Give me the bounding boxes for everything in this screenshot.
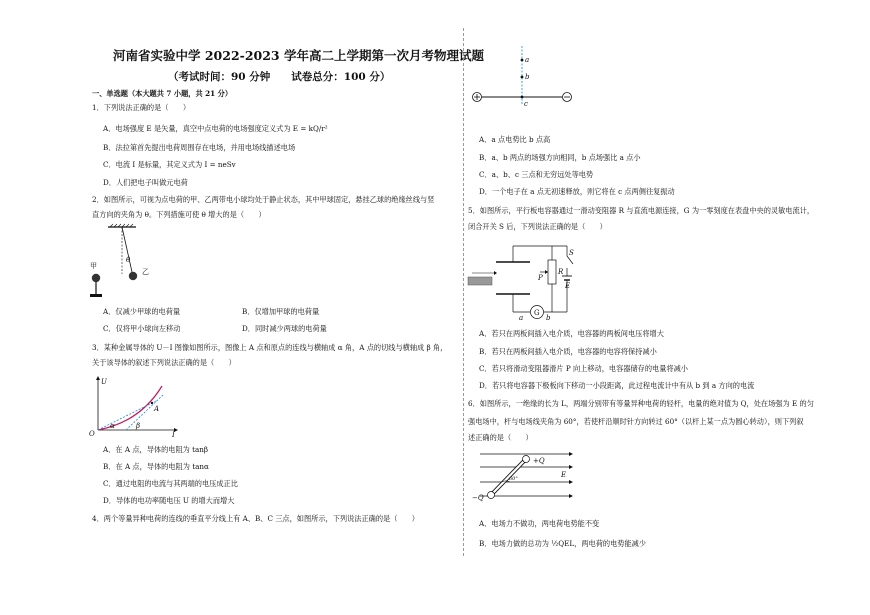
q2-pendulum-figure bbox=[88, 224, 178, 304]
exam-info: （考试时间：90 分钟 试卷总分：100 分） bbox=[168, 71, 391, 83]
angle-alpha: α bbox=[110, 422, 115, 430]
angle-beta: β bbox=[136, 422, 141, 430]
theta-label: θ bbox=[126, 256, 131, 264]
q3-option-c: C．通过电阻的电流与其两端的电压成正比 bbox=[103, 479, 238, 488]
q6-stem-line3: 述正确的是（ ） bbox=[468, 433, 533, 442]
point-b: b bbox=[525, 73, 530, 81]
q3-stem-line1: 3．某种金属导体的 U－I 图像如图所示，图像上 A 点和原点的连线与横轴成 α 角，A 点的切线与横轴成 β 角， bbox=[92, 343, 448, 352]
q1-option-c: C．电流 I 是标量，其定义式为 I = neSv bbox=[103, 160, 236, 169]
q5-stem-line2: 闭合开关 S 后，下列说法正确的是（ ） bbox=[468, 222, 607, 231]
q4-charge-figure bbox=[468, 46, 578, 108]
q1-option-a: A．电场强度 E 是矢量，真空中点电荷的电场强度定义式为 E = kQ/r² bbox=[103, 124, 328, 133]
q2-option-c: C．仅将甲小球向左移动 bbox=[103, 324, 181, 333]
q2-stem-line2: 直方向的夹角为 θ。下列措施可使 θ 增大的是（ ） bbox=[92, 210, 266, 219]
yi-label: 乙 bbox=[142, 268, 149, 276]
q4-option-d: D．一个电子在 a 点无初速释放，则它将在 c 点两侧往复振动 bbox=[479, 187, 675, 196]
slider-p: P bbox=[538, 274, 543, 282]
q2-option-d: D．同时减少两球的电荷量 bbox=[242, 324, 327, 333]
q5-circuit-figure bbox=[466, 236, 586, 322]
q4-option-b: B．a、b 两点的场强方向相同，b 点场强比 a 点小 bbox=[479, 153, 641, 162]
q2-option-a: A．仅减少甲球的电荷量 bbox=[103, 307, 181, 316]
galvanometer-g: G bbox=[534, 309, 540, 317]
q5-option-b: B．若只在两板间插入电介质，电容器的电容将保持减小 bbox=[479, 347, 657, 356]
q2-option-b: B．仅增加甲球的电荷量 bbox=[242, 307, 320, 316]
q6-rod-field-figure bbox=[470, 446, 585, 508]
q6-option-b: B．电场力做的总功为 ½QEL，两电荷的电势能减少 bbox=[479, 539, 647, 548]
point-a: A bbox=[154, 405, 160, 413]
q1-option-d: D．人们把电子叫做元电荷 bbox=[103, 178, 188, 187]
q5-option-a: A．若只在两板间插入电介质，电容器的两板间电压将增大 bbox=[479, 329, 664, 338]
q4-option-a: A．a 点电势比 b 点高 bbox=[479, 135, 551, 144]
q3-stem-line2: 关于该导体的叙述下列说法正确的是（ ） bbox=[92, 358, 236, 367]
q4-option-c: C．a、b、c 三点和无穷远处等电势 bbox=[479, 170, 594, 179]
point-a: a bbox=[525, 56, 530, 64]
point-c: c bbox=[524, 100, 528, 108]
q3-option-a: A．在 A 点，导体的电阻为 tanβ bbox=[103, 445, 209, 454]
origin-o: O bbox=[89, 430, 95, 438]
q6-stem-line1: 6．如图所示，一绝缘的长为 L，两端分别带有等量异种电荷的轻杆，电量的绝对值为 Q，处在场强为 E 的匀 bbox=[468, 399, 814, 408]
field-e-label: E bbox=[561, 471, 567, 479]
point-a: a bbox=[519, 314, 524, 322]
column-divider bbox=[463, 28, 465, 556]
axis-i: I bbox=[172, 431, 175, 439]
q2-stem-line1: 2．如图所示，可视为点电荷的甲、乙两带电小球均处于静止状态，其中甲球固定，悬挂乙球的绝缘丝线与竖 bbox=[92, 195, 435, 204]
jia-label: 甲 bbox=[90, 262, 97, 270]
axis-u: U bbox=[101, 378, 107, 386]
switch-s: S bbox=[569, 249, 574, 257]
plus-q-label: +Q bbox=[533, 457, 545, 465]
section-heading: 一、单选题（本大题共 7 小题，共 21 分） bbox=[92, 89, 233, 98]
angle-60-label: 60° bbox=[509, 476, 518, 482]
point-b: b bbox=[546, 314, 551, 322]
q5-option-c: C．若只将滑动变阻器滑片 P 向上移动，电容器储存的电量将减小 bbox=[479, 364, 688, 373]
source-e: E bbox=[565, 282, 571, 290]
q6-option-a: A．电场力不做功，两电荷电势能不变 bbox=[479, 519, 600, 528]
resistor-r: R bbox=[558, 268, 564, 276]
q3-ui-graph bbox=[88, 374, 178, 439]
q5-stem-line1: 5．如图所示，平行板电容器通过一滑动变阻器 R 与直流电源连接，G 为一零刻度在表盘中央的灵敏电流计， bbox=[468, 206, 815, 215]
minus-q-label: −Q bbox=[472, 494, 484, 502]
q1-stem: 1．下列说法正确的是（ ） bbox=[92, 103, 191, 112]
q6-stem-line2: 强电场中，杆与电场线夹角为 60°，若使杆沿顺时针方向转过 60°（以杆上某一点为圆心转动），则下列叙 bbox=[468, 417, 804, 426]
page-title: 河南省实验中学 2022-2023 学年高二上学期第一次月考物理试题 bbox=[113, 48, 484, 63]
q3-option-b: B．在 A 点，导体的电阻为 tanα bbox=[103, 462, 209, 471]
q3-option-d: D．导体的电功率随电压 U 的增大而增大 bbox=[103, 496, 235, 505]
q1-option-b: B．法拉第首先提出电荷周围存在电场，并用电场线描述电场 bbox=[103, 143, 296, 152]
q4-stem: 4．两个等量异种电荷的连线的垂直平分线上有 A、B、C 三点，如图所示，下列说法正确的是（ ） bbox=[92, 514, 419, 523]
q5-option-d: D．若只将电容器下极板向下移动一小段距离，此过程电流计中有从 b 到 a 方向的电流 bbox=[479, 381, 755, 390]
